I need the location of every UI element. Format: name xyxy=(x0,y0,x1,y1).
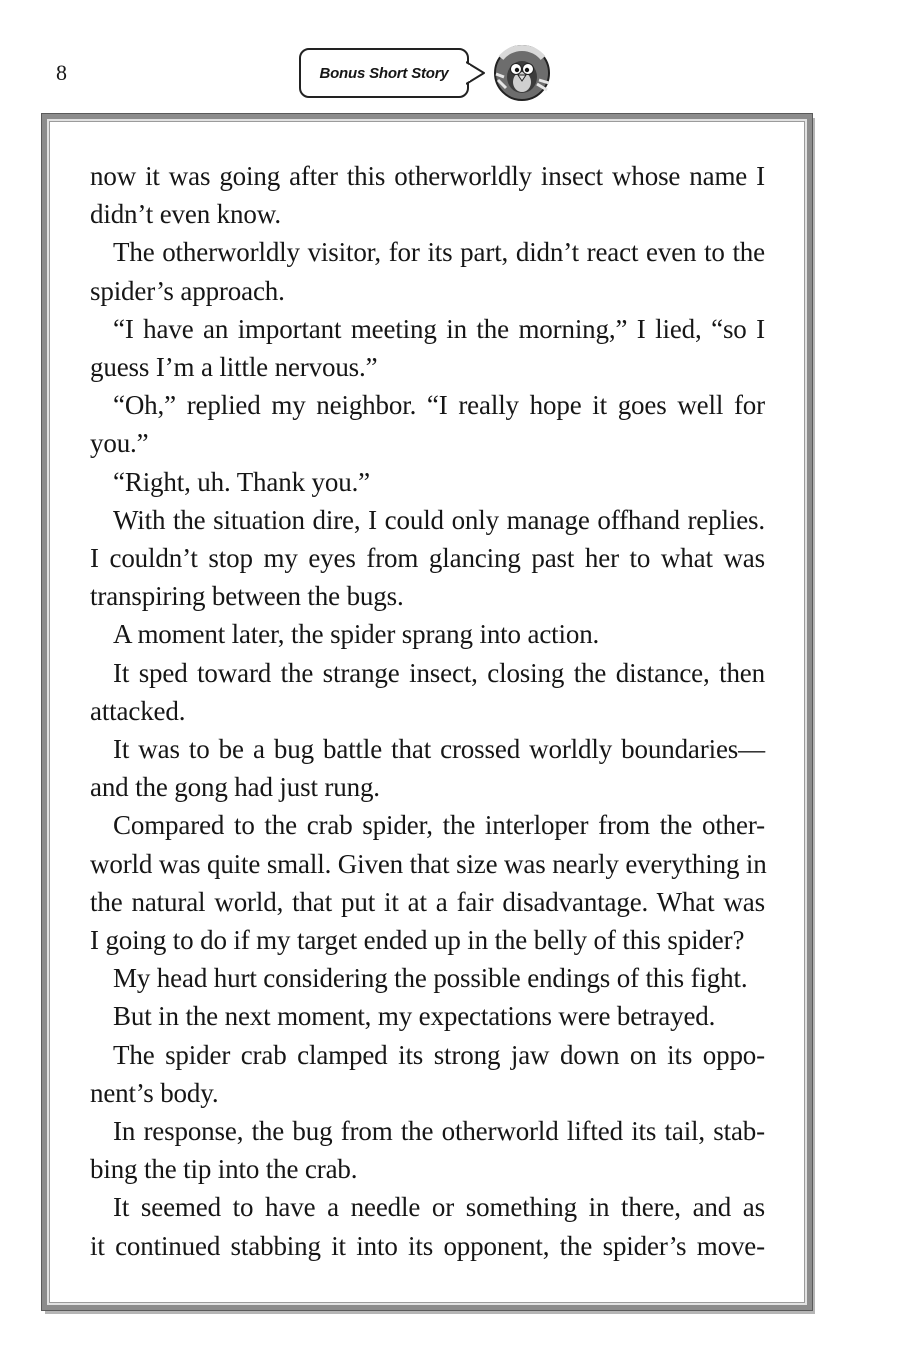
text-line: the natural world, that put it at a fair disadvantage. What was xyxy=(90,886,765,917)
text-line: it continued stabbing it into its opponent, the spider’s move- xyxy=(90,1230,765,1261)
text-line: It was to be a bug battle that crossed worldly boundaries— xyxy=(113,734,765,765)
text-line: attacked. xyxy=(90,695,186,726)
text-line: spider’s approach. xyxy=(90,275,285,306)
text-line: guess I’m a little nervous.” xyxy=(90,352,378,383)
text-line: With the situation dire, I could only manage offhand replies. xyxy=(113,504,765,535)
text-line: nent’s body. xyxy=(90,1077,219,1108)
story-text xyxy=(90,157,765,1265)
text-line: now it was going after this otherworldly insect whose name I xyxy=(90,161,765,191)
text-line: A moment later, the spider sprang into action. xyxy=(113,619,600,650)
text-line: My head hurt considering the possible endings of this fight. xyxy=(113,963,748,994)
text-line: Compared to the crab spider, the interloper from the other- xyxy=(113,810,765,841)
text-line: “I have an important meeting in the morning,” I lied, “so I xyxy=(113,313,765,344)
text-line: It sped toward the strange insect, closing the distance, then xyxy=(113,657,765,688)
text-line: I going to do if my target ended up in the belly of this spider? xyxy=(90,925,745,956)
text-line: and the gong had just rung. xyxy=(90,772,380,803)
text-line: “Right, uh. Thank you.” xyxy=(113,466,371,497)
text-line: transpiring between the bugs. xyxy=(90,581,404,612)
text-line: The spider crab clamped its strong jaw down on its oppo- xyxy=(113,1039,765,1070)
text-line: It seemed to have a needle or something in there, and as xyxy=(113,1192,765,1223)
text-line: I couldn’t stop my eyes from glancing past her to what was xyxy=(90,543,765,574)
text-line: The otherworldly visitor, for its part, didn’t react even to the xyxy=(113,237,765,268)
speech-tail-icon xyxy=(466,60,490,86)
text-line: bing the tip into the crab. xyxy=(90,1154,358,1185)
text-line: you.” xyxy=(90,428,149,459)
text-line: “Oh,” replied my neighbor. “I really hope it goes well for xyxy=(113,390,765,421)
page-number: 8 xyxy=(56,60,67,85)
bird-mascot-icon xyxy=(489,44,555,102)
text-line: But in the next moment, my expectations were betrayed. xyxy=(113,1001,716,1032)
header-label: Bonus Short Story xyxy=(319,64,449,82)
text-line: didn’t even know. xyxy=(90,199,281,230)
text-line: world was quite small. Given that size was nearly everything in xyxy=(90,848,767,879)
header-label-bubble xyxy=(299,48,469,98)
text-line: In response, the bug from the otherworld lifted its tail, stab- xyxy=(113,1116,765,1147)
